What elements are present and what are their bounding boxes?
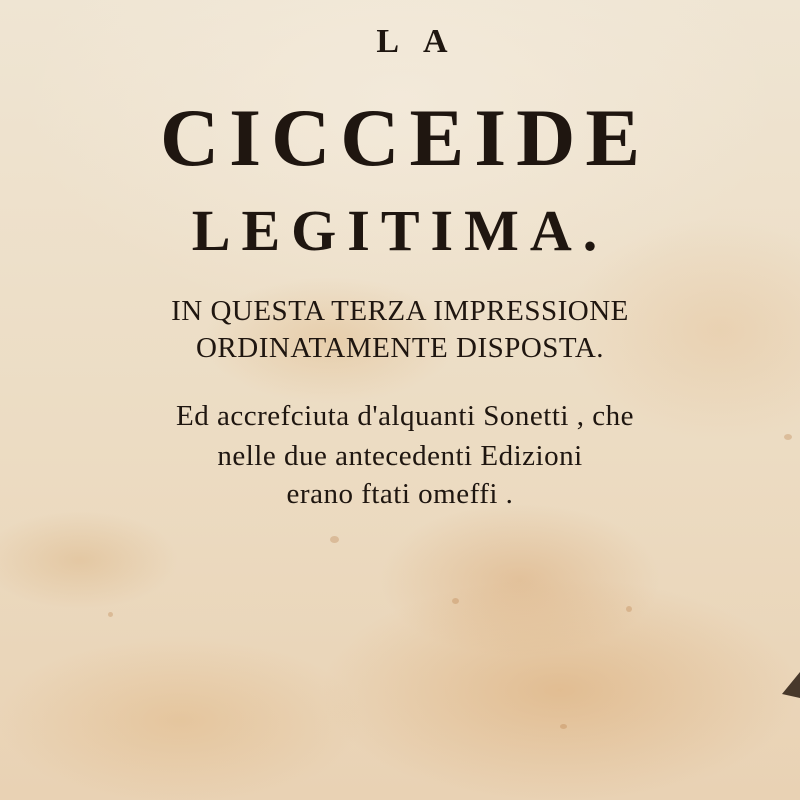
foxing-stain	[626, 606, 632, 612]
subtitle-line-2: ORDINATAMENTE DISPOSTA.	[195, 332, 605, 364]
title-article: LA	[376, 23, 472, 60]
note-line-1: Ed accrefciuta d'alquanti Sonetti , che	[176, 400, 634, 432]
subtitle-line-1: IN QUESTA TERZA IMPRESSIONE	[171, 295, 629, 327]
note-line-3: erano ftati omeffi .	[286, 478, 514, 510]
book-title-continued: LEGITIMA.	[191, 198, 609, 263]
foxing-stain	[560, 724, 567, 729]
ink-smudge-mark	[764, 668, 800, 704]
book-title: CICCEIDE	[159, 92, 651, 183]
foxing-stain	[452, 598, 459, 604]
note-line-2: nelle due antecedenti Edizioni	[217, 440, 583, 472]
foxing-stain	[330, 536, 339, 543]
foxing-stain	[108, 612, 113, 617]
